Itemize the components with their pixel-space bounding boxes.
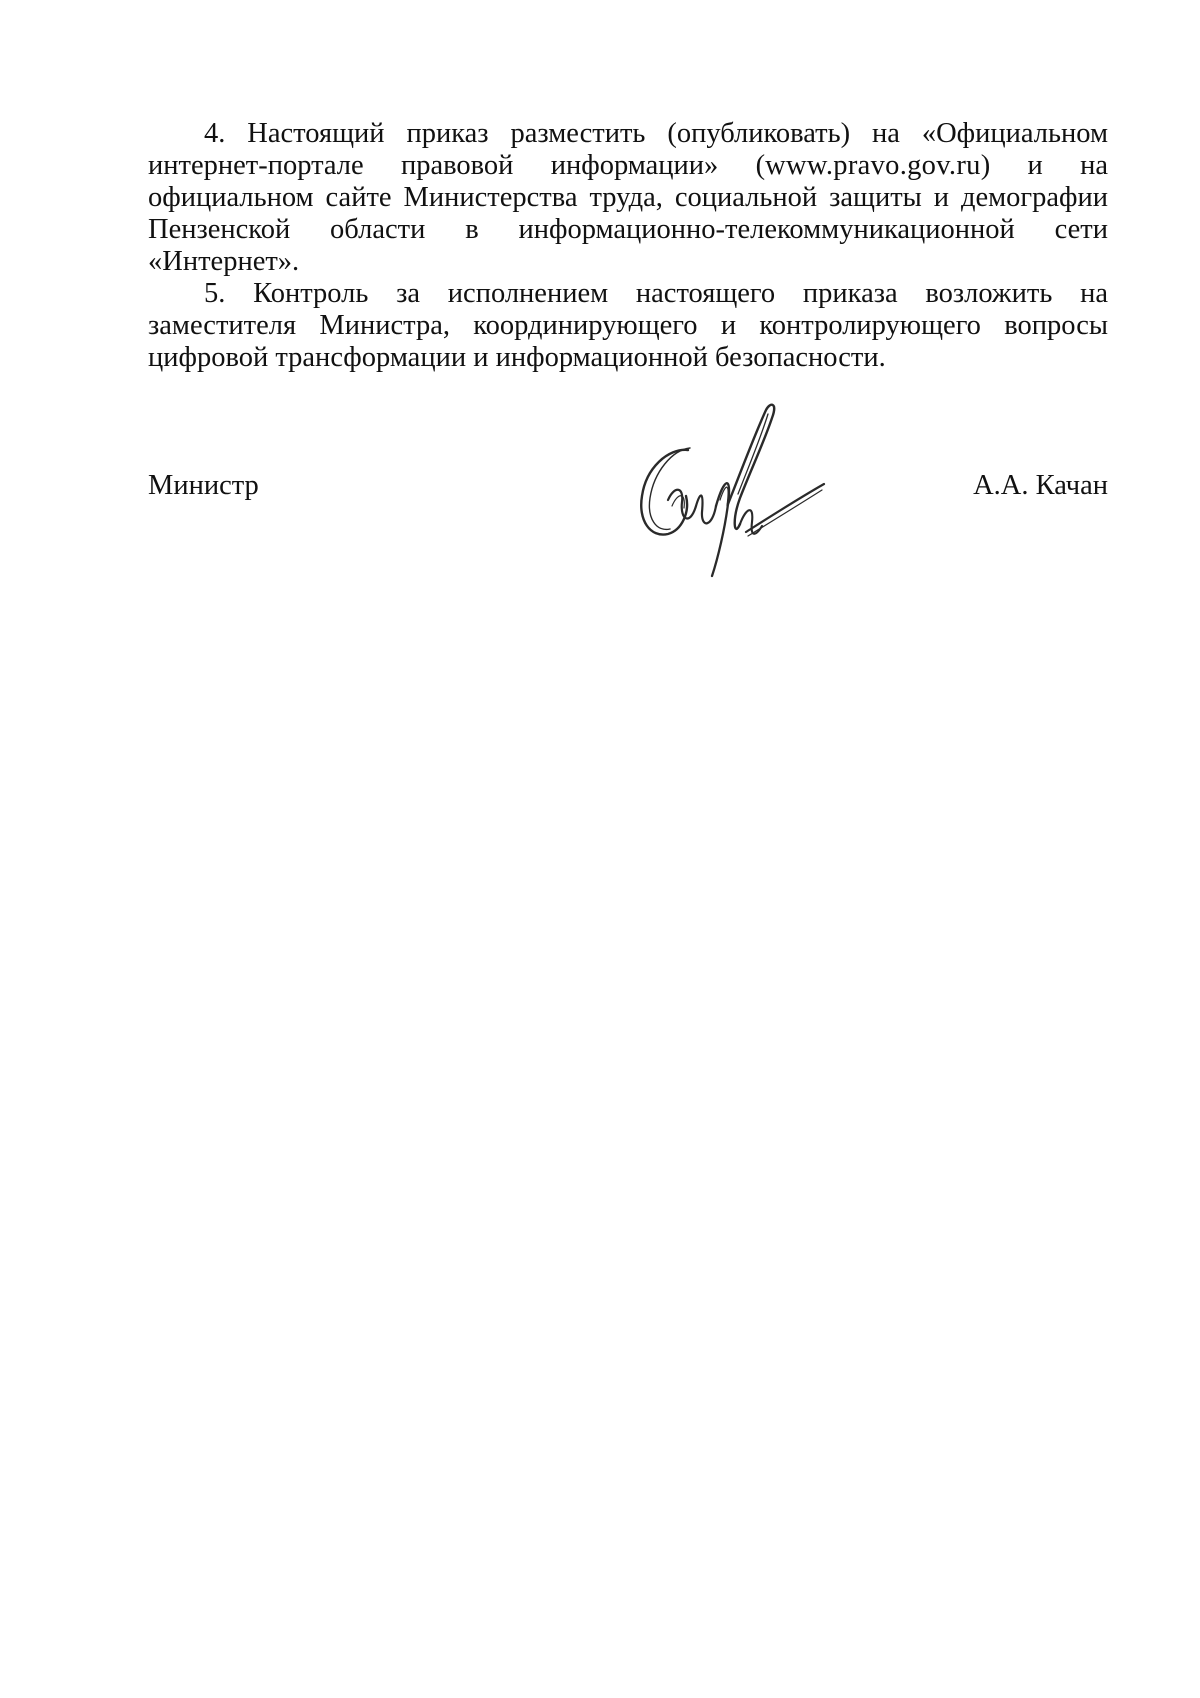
paragraph-5: 5. Контроль за исполнением настоящего приказа возложить на заместителя Министра, координирующего и контролирующего вопросы цифровой трансформации и информационной безопасности. — [148, 278, 1108, 373]
signature-drawing — [628, 388, 838, 598]
handwritten-signature — [628, 388, 838, 598]
paragraph-4 — [148, 118, 1108, 278]
signatory-name: А.А. Качан — [973, 470, 1108, 501]
pravo-url: www.pravo.gov.ru — [765, 150, 981, 181]
paragraph-4-text-start: 4. Настоящий приказ разместить (опубликовать) на «Официальном интернет-портале правовой информации» ( — [148, 118, 1108, 181]
paragraph-4-text-end: ) и на официальном сайте Министерства труда, социальной защиты и демографии Пензенской области в информационно-телекоммуникационной сети «Интернет». — [148, 150, 1108, 277]
signatory-position: Министр — [148, 470, 259, 501]
document-body — [148, 118, 1108, 374]
